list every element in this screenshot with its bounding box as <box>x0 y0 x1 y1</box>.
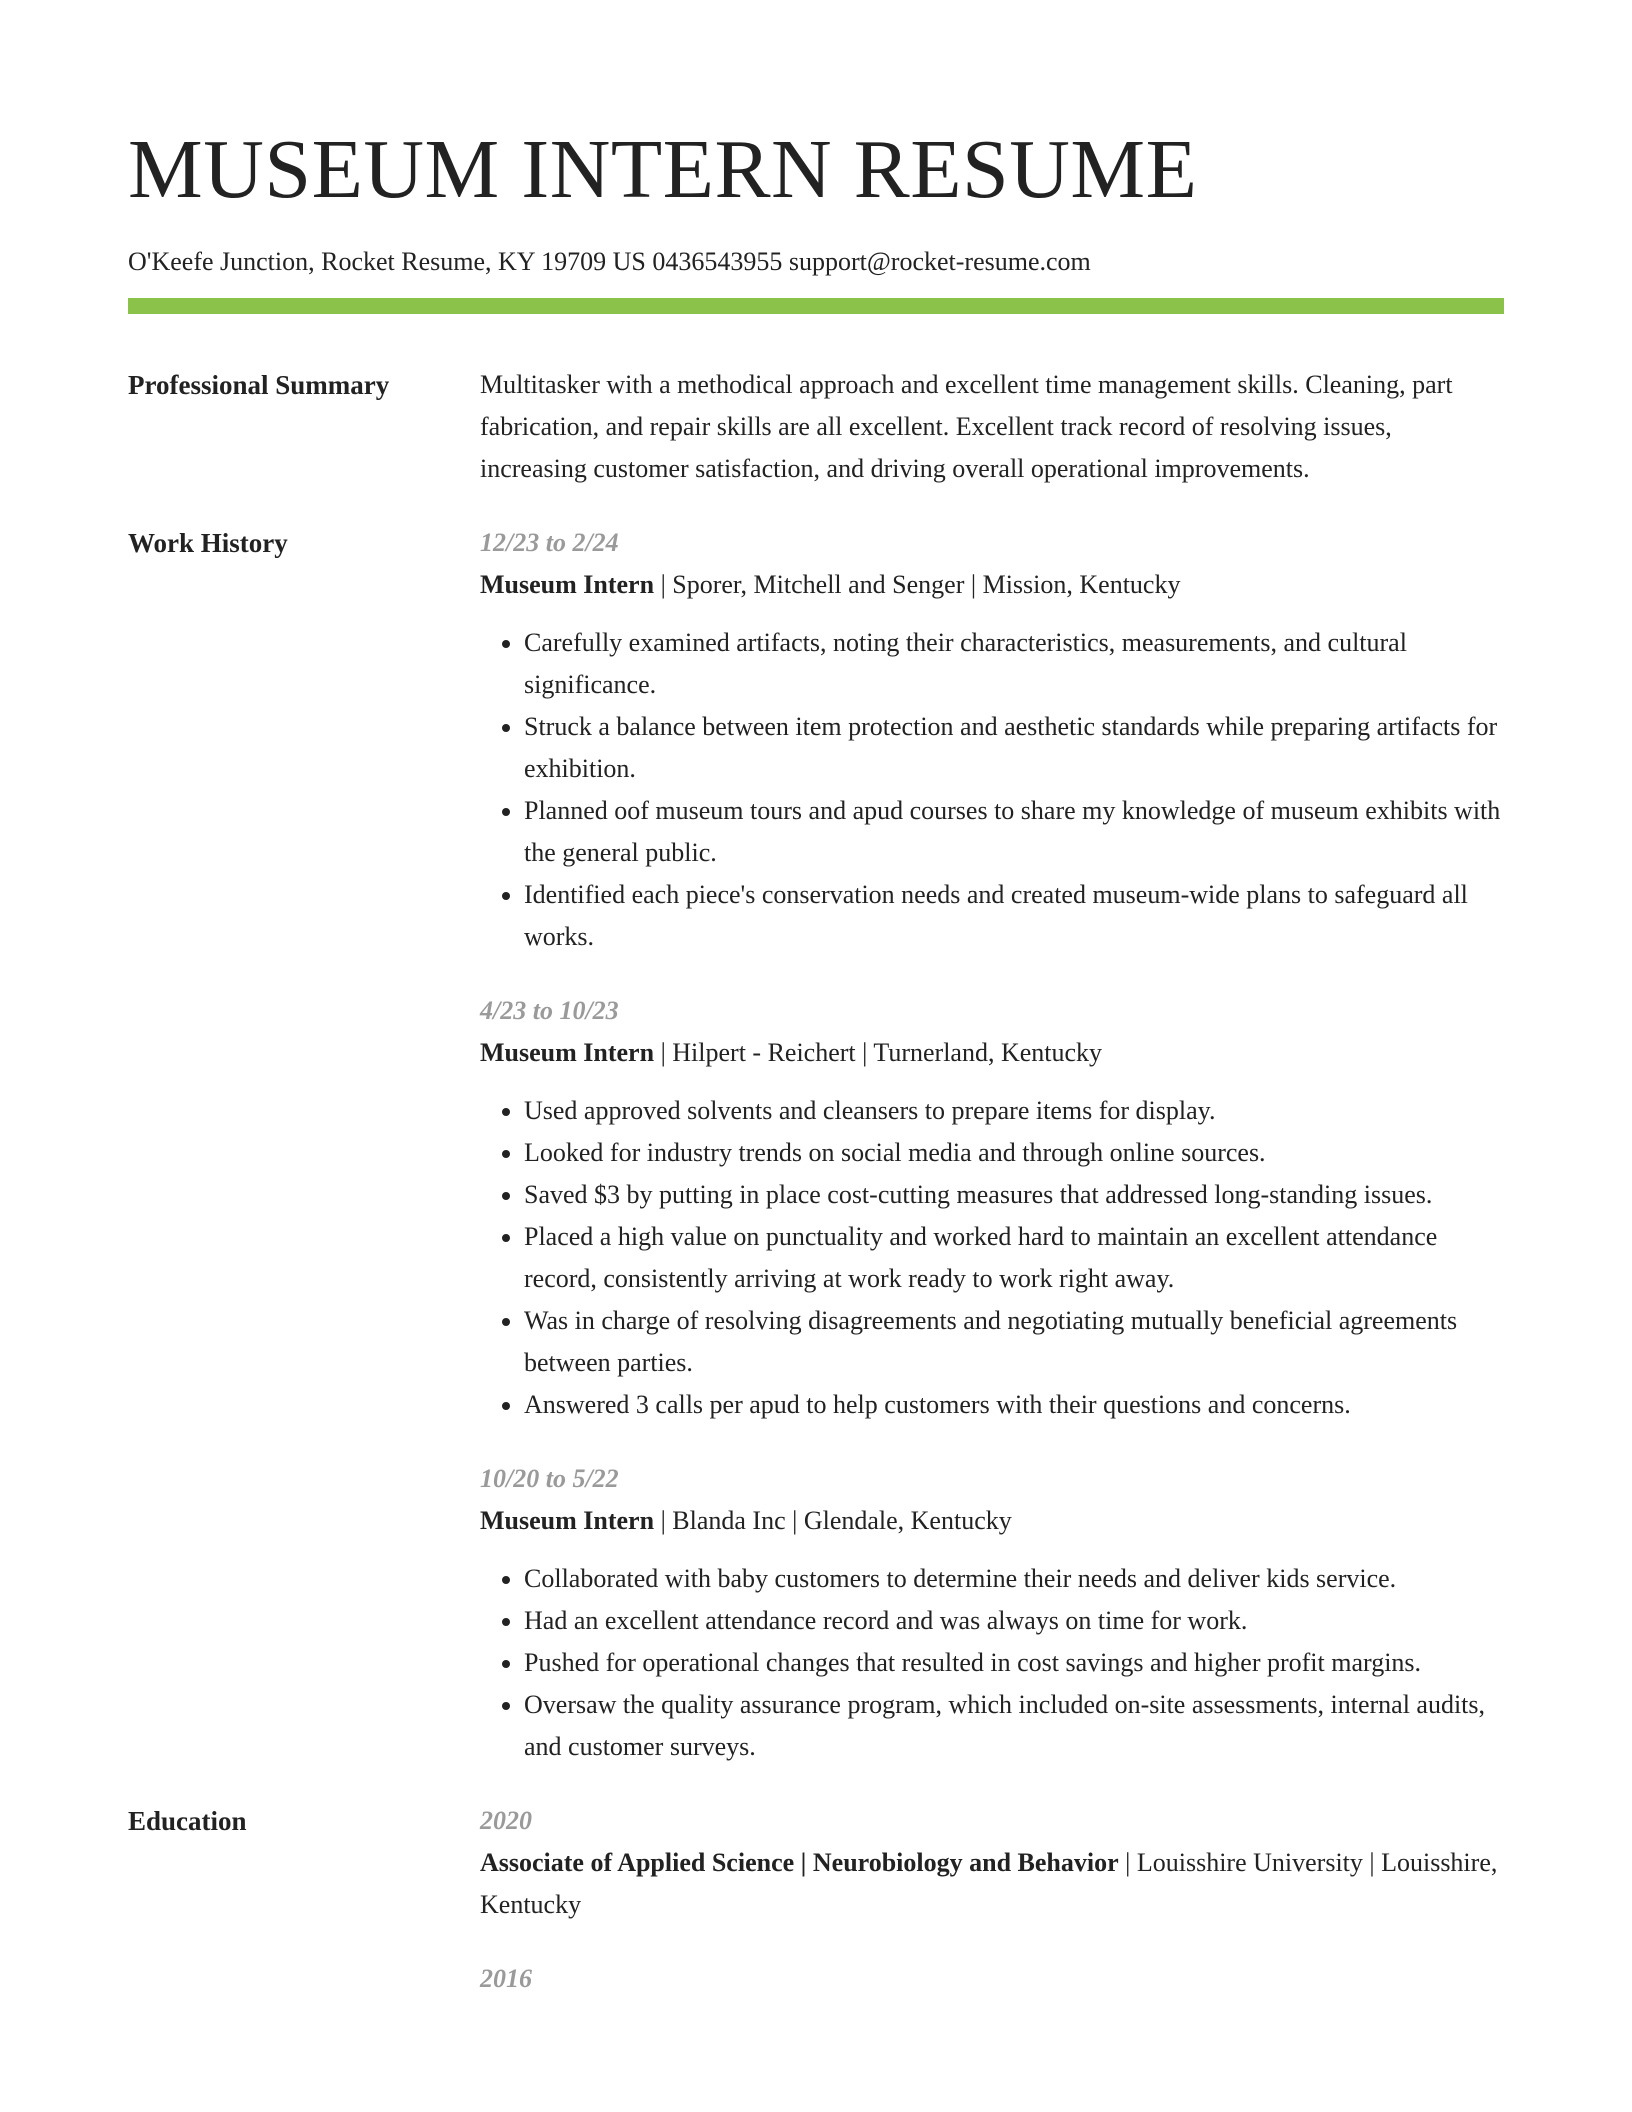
education-year: 2016 <box>480 1964 532 1993</box>
job-employer: | Sporer, Mitchell and Senger | Mission, Kentucky <box>654 570 1181 599</box>
work-history-label: Work History <box>128 528 288 558</box>
job-dates: 12/23 to 2/24 <box>480 528 619 557</box>
resume-page <box>128 120 1504 2000</box>
job-entry <box>480 1458 1504 1768</box>
work-history-section <box>128 522 1504 1768</box>
job-role-line <box>480 1032 1504 1074</box>
job-bullet: • Looked for industry trends on social media and through online sources. <box>524 1132 1504 1174</box>
education-school: | Louisshire University | Louisshire, Kentucky <box>480 1848 1498 1919</box>
summary-section <box>128 364 1504 490</box>
summary-label: Professional Summary <box>128 370 390 400</box>
job-bullets <box>480 622 1504 958</box>
job-bullet: • Was in charge of resolving disagreements and negotiating mutually beneficial agreements between parties. <box>524 1300 1504 1384</box>
job-bullet: • Had an excellent attendance record and was always on time for work. <box>524 1600 1504 1642</box>
job-bullets <box>480 1558 1504 1768</box>
education-entry <box>480 1800 1504 1926</box>
job-employer: | Hilpert - Reichert | Turnerland, Kentucky <box>654 1038 1103 1067</box>
education-year: 2020 <box>480 1806 532 1835</box>
job-bullet: • Struck a balance between item protection and aesthetic standards while preparing artifacts for exhibition. <box>524 706 1504 790</box>
job-dates: 4/23 to 10/23 <box>480 996 619 1025</box>
contact-line: O'Keefe Junction, Rocket Resume, KY 19709 US 0436543955 support@rocket-resume.com <box>128 247 1091 276</box>
job-bullet: • Carefully examined artifacts, noting their characteristics, measurements, and cultural significance. <box>524 622 1504 706</box>
education-entry <box>480 1958 1504 2000</box>
job-title: Museum Intern <box>480 1506 655 1535</box>
job-employer: | Blanda Inc | Glendale, Kentucky <box>654 1506 1012 1535</box>
education-label: Education <box>128 1806 247 1836</box>
job-bullet: • Pushed for operational changes that resulted in cost savings and higher profit margins. <box>524 1642 1504 1684</box>
job-role-line <box>480 1500 1504 1542</box>
page-title: MUSEUM INTERN RESUME <box>128 123 1198 216</box>
job-bullets <box>480 1090 1504 1426</box>
education-section <box>128 1800 1504 2000</box>
summary-text: Multitasker with a methodical approach and excellent time management skills. Cleaning, part fabrication, and repair skills are all excellent. Excellent track record of resolving issues, increasing customer satisfaction, and driving overall operational improvements. <box>480 370 1453 483</box>
education-degree-line <box>480 1842 1504 1926</box>
job-entry <box>480 990 1504 1426</box>
job-title: Museum Intern <box>480 570 655 599</box>
job-title: Museum Intern <box>480 1038 655 1067</box>
job-entry <box>480 522 1504 958</box>
job-bullet: • Planned oof museum tours and apud courses to share my knowledge of museum exhibits with the general public. <box>524 790 1504 874</box>
education-degree: Associate of Applied Science | Neurobiology and Behavior <box>480 1848 1119 1877</box>
job-bullet: • Collaborated with baby customers to determine their needs and deliver kids service. <box>524 1558 1504 1600</box>
job-role-line <box>480 564 1504 606</box>
job-bullet: • Identified each piece's conservation needs and created museum-wide plans to safeguard all works. <box>524 874 1504 958</box>
header-divider <box>128 298 1504 314</box>
job-dates: 10/20 to 5/22 <box>480 1464 619 1493</box>
job-bullet: • Oversaw the quality assurance program, which included on-site assessments, internal audits, and customer surveys. <box>524 1684 1504 1768</box>
job-bullet: • Used approved solvents and cleansers to prepare items for display. <box>524 1090 1504 1132</box>
job-bullet: • Placed a high value on punctuality and worked hard to maintain an excellent attendance record, consistently arriving at work ready to work right away. <box>524 1216 1504 1300</box>
job-bullet: • Saved $3 by putting in place cost-cutting measures that addressed long-standing issues. <box>524 1174 1504 1216</box>
job-bullet: • Answered 3 calls per apud to help customers with their questions and concerns. <box>524 1384 1504 1426</box>
